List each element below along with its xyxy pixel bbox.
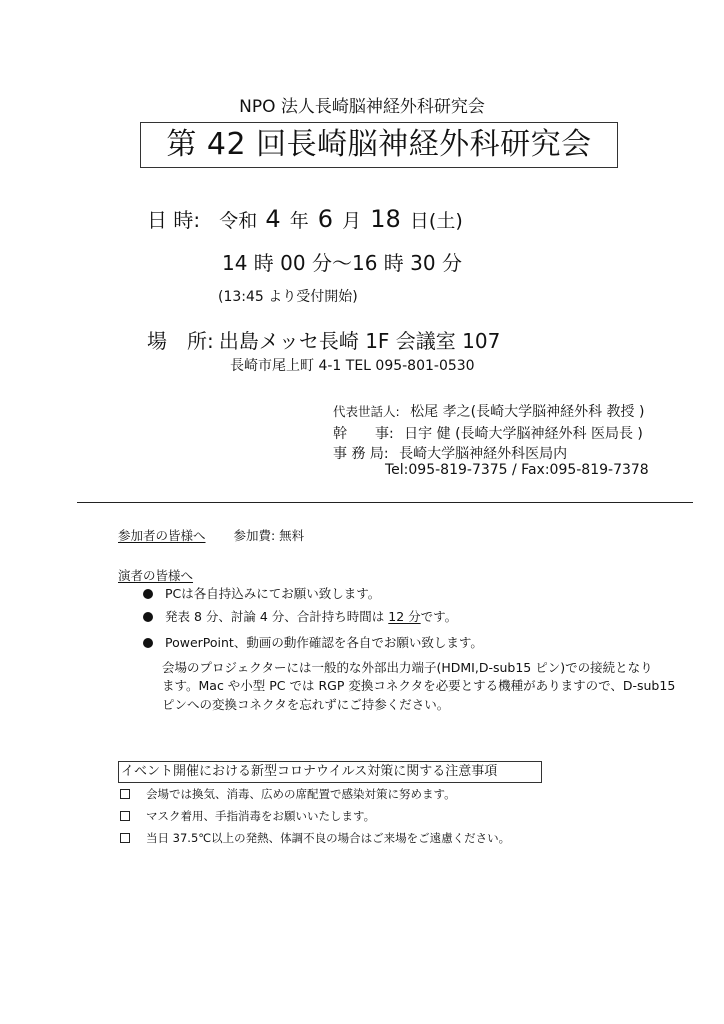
reception-time: (13:45 より受付開始) <box>218 289 358 305</box>
contact-value: 長崎大学脳神経外科医局内 <box>399 446 568 462</box>
date-month: 6 <box>317 205 334 233</box>
covid-item <box>120 830 510 846</box>
bullet-icon <box>143 612 153 622</box>
contact-role: 事 務 局: <box>333 446 389 462</box>
contact-role: 幹 事: <box>333 426 394 442</box>
datetime-label: 日 時: <box>147 208 201 232</box>
checkbox-icon <box>120 833 130 843</box>
covid-item-text: マスク着用、手指消毒をお願いいたします。 <box>146 809 376 823</box>
date-year-unit: 年 <box>289 210 309 232</box>
covid-item <box>120 808 375 824</box>
speaker-time-total: 12 分 <box>388 609 421 624</box>
checkbox-icon <box>120 811 130 821</box>
venue-address: 長崎市尾上町 4-1 TEL 095-801-0530 <box>230 358 475 374</box>
datetime-row <box>147 204 463 233</box>
venue-row <box>147 325 500 354</box>
speakers-heading: 演者の皆様へ <box>118 568 194 583</box>
time-range: 14 時 00 分～16 時 30 分 <box>222 251 462 275</box>
covid-item-text: 会場では換気、消毒、広めの席配置で感染対策に努めます。 <box>146 787 456 801</box>
speaker-item-text: PCは各自持込みにてお願い致します。 <box>165 586 381 601</box>
date-month-unit: 月 <box>342 210 362 232</box>
participants-heading: 参加者の皆様へ <box>118 528 206 543</box>
speaker-item-time <box>143 607 457 625</box>
date-year: 4 <box>265 205 281 233</box>
projector-note-line-3: ピンへの変換コネクタを忘れずにご持参ください。 <box>162 697 450 712</box>
office-phone: Tel:095-819-7375 / Fax:095-819-7378 <box>385 462 649 478</box>
contact-role: 代表世話人: <box>333 404 400 419</box>
projector-note-line-1: 会場のプロジェクターには一般的な外部出力端子(HDMI,D-sub15 ピン)での接続となり <box>162 660 653 675</box>
participants-row <box>118 526 304 544</box>
organization-name: NPO 法人長崎脳神経外科研究会 <box>239 97 485 117</box>
contact-value: 日宇 健 (長崎大学脳神経外科 医局長 ) <box>404 426 643 442</box>
checkbox-icon <box>120 789 130 799</box>
covid-heading: イベント開催における新型コロナウイルス対策に関する注意事項 <box>118 761 542 783</box>
section-divider <box>77 502 693 503</box>
covid-item <box>120 786 456 802</box>
participation-fee: 参加費: 無料 <box>233 528 305 543</box>
bullet-icon <box>143 638 153 648</box>
contact-office <box>333 443 567 463</box>
projector-note-line-2: ます。Mac や小型 PC では RGP 変換コネクタを必要とする機種がありますので、D-sub15 <box>162 678 676 693</box>
date-era: 令和 <box>219 210 258 232</box>
date-day-unit: 日(土) <box>409 210 463 232</box>
contact-representative <box>333 401 644 421</box>
date-day: 18 <box>370 205 401 233</box>
venue-label: 場 所: <box>147 329 214 353</box>
speaker-item-pc <box>143 584 380 602</box>
speaker-time-suffix: です。 <box>420 609 458 624</box>
speaker-time-prefix: 発表 8 分、討論 4 分、合計持ち時間は <box>165 609 389 624</box>
contact-value: 松尾 孝之(長崎大学脳神経外科 教授 ) <box>410 404 645 420</box>
contact-secretary <box>333 423 643 443</box>
speaker-item-text: PowerPoint、動画の動作確認を各自でお願い致します。 <box>165 635 483 650</box>
venue-name: 出島メッセ長崎 1F 会議室 107 <box>218 329 501 353</box>
covid-item-text: 当日 37.5℃以上の発熱、体調不良の場合はご来場をご遠慮ください。 <box>146 831 511 845</box>
bullet-icon <box>143 589 153 599</box>
page-title: 第 42 回長崎脳神経外科研究会 <box>140 122 618 168</box>
speaker-item-powerpoint <box>143 633 483 651</box>
